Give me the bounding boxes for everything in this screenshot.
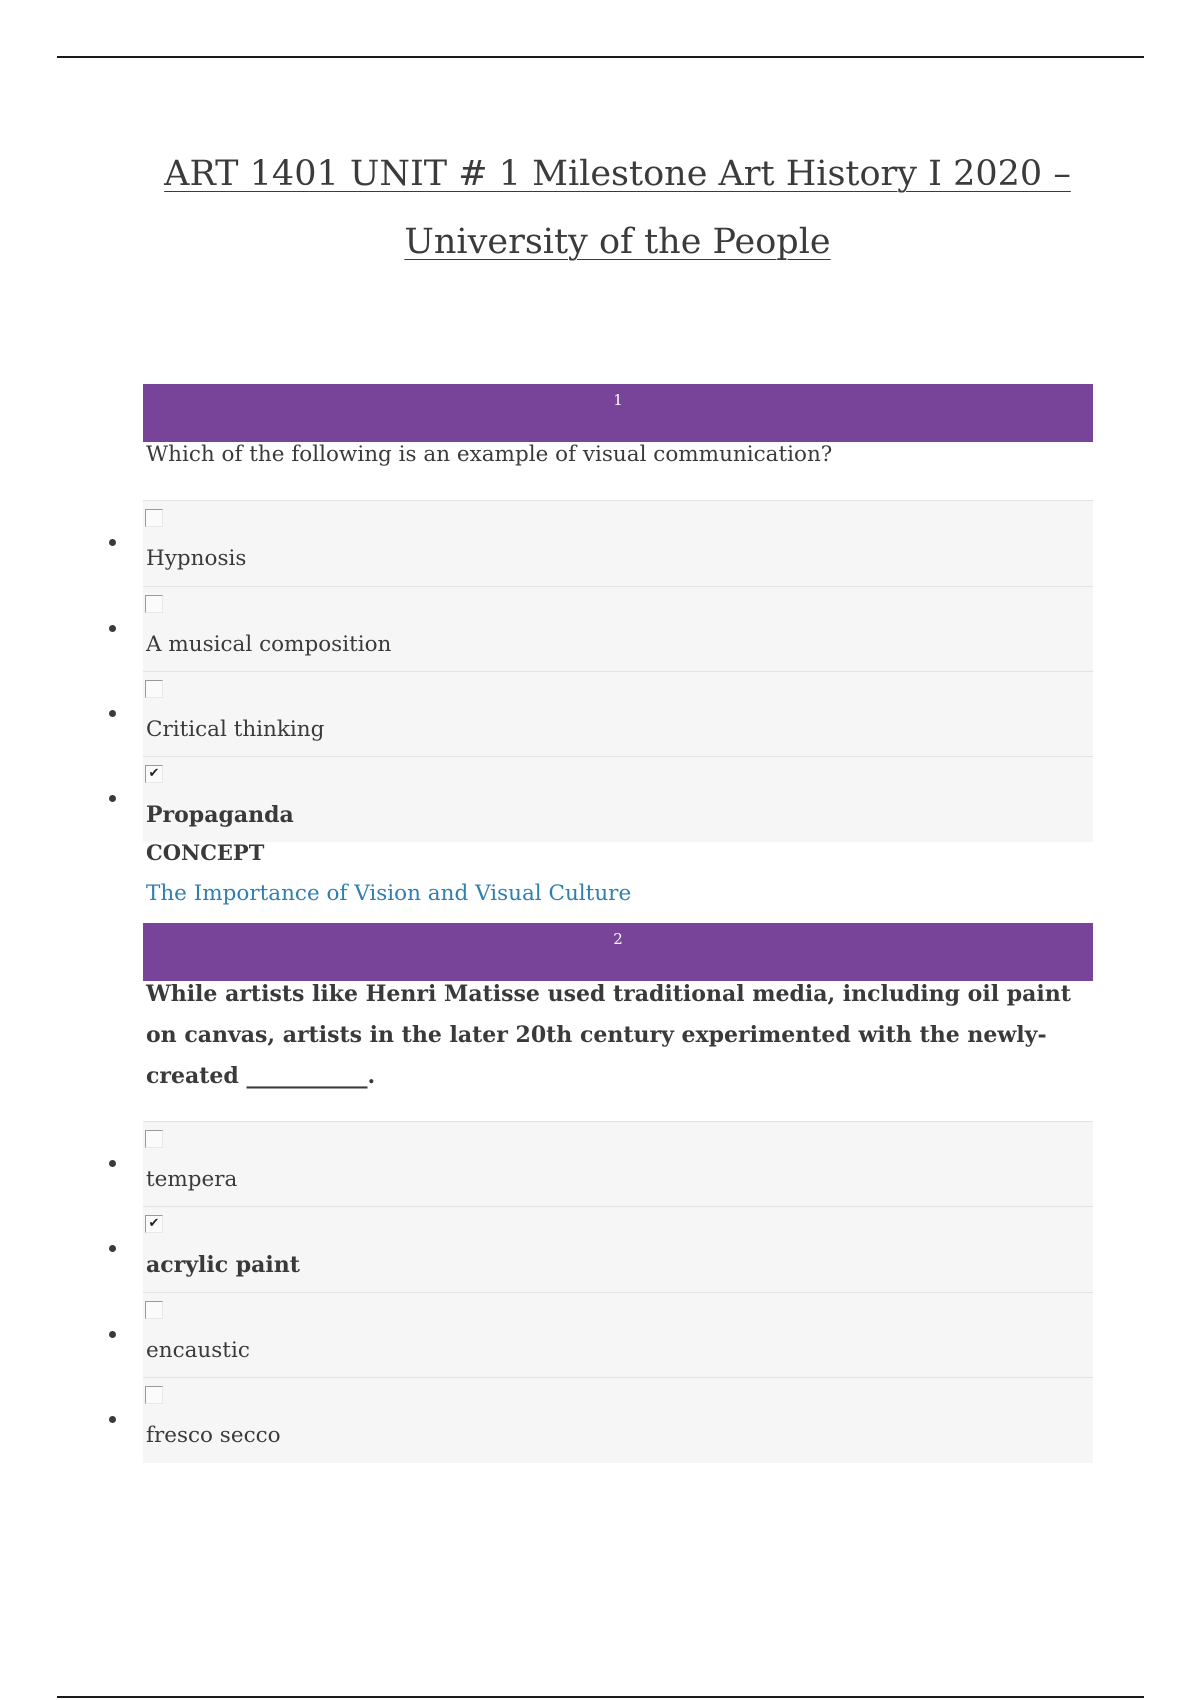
bullet-icon	[109, 539, 116, 546]
answer-option[interactable]	[143, 1377, 1093, 1463]
option-label: A musical composition	[146, 632, 392, 657]
checkbox-unchecked-icon[interactable]	[145, 595, 163, 613]
question-number: 2	[613, 930, 623, 948]
checkbox-unchecked-icon[interactable]	[145, 509, 163, 527]
option-label: tempera	[146, 1167, 238, 1192]
question-2-header	[143, 923, 1093, 981]
option-label: Propaganda	[146, 802, 294, 828]
option-label: Hypnosis	[146, 546, 247, 571]
bullet-icon	[109, 1245, 116, 1252]
checkbox-unchecked-icon[interactable]	[145, 1386, 163, 1404]
answer-option[interactable]	[143, 1292, 1093, 1378]
answer-option-selected[interactable]	[143, 1206, 1093, 1292]
bullet-icon	[109, 710, 116, 717]
title-line-2: University of the People	[404, 222, 831, 262]
question-2-text: While artists like Henri Matisse used traditional media, including oil paint on canvas, artists in the later 20th century experimented with the newly-created ___________.	[146, 981, 1071, 1089]
answer-option[interactable]	[143, 586, 1093, 672]
document-title	[100, 140, 1135, 276]
title-line-1: ART 1401 UNIT # 1 Milestone Art History I 2020 –	[164, 154, 1071, 194]
checkbox-unchecked-icon[interactable]	[145, 1301, 163, 1319]
checkbox-checked-icon[interactable]: ✔	[145, 765, 163, 783]
answer-option[interactable]	[143, 1121, 1093, 1207]
checkbox-checked-icon[interactable]: ✔	[145, 1215, 163, 1233]
option-label: acrylic paint	[146, 1252, 300, 1278]
bullet-icon	[109, 1416, 116, 1423]
question-number: 1	[613, 391, 623, 409]
question-1-text: Which of the following is an example of visual communication?	[146, 442, 833, 467]
concept-link[interactable]: The Importance of Vision and Visual Culture	[146, 881, 632, 906]
bottom-rule	[57, 1696, 1144, 1698]
top-rule	[57, 56, 1144, 58]
bullet-icon	[109, 625, 116, 632]
option-label: fresco secco	[146, 1423, 281, 1448]
option-label: Critical thinking	[146, 717, 325, 742]
answer-option-selected[interactable]	[143, 756, 1093, 842]
bullet-icon	[109, 1160, 116, 1167]
bullet-icon	[109, 1331, 116, 1338]
option-label: encaustic	[146, 1338, 250, 1363]
concept-label: CONCEPT	[146, 840, 265, 865]
checkbox-unchecked-icon[interactable]	[145, 1130, 163, 1148]
answer-option[interactable]	[143, 500, 1093, 586]
checkbox-unchecked-icon[interactable]	[145, 680, 163, 698]
bullet-icon	[109, 795, 116, 802]
answer-option[interactable]	[143, 671, 1093, 757]
